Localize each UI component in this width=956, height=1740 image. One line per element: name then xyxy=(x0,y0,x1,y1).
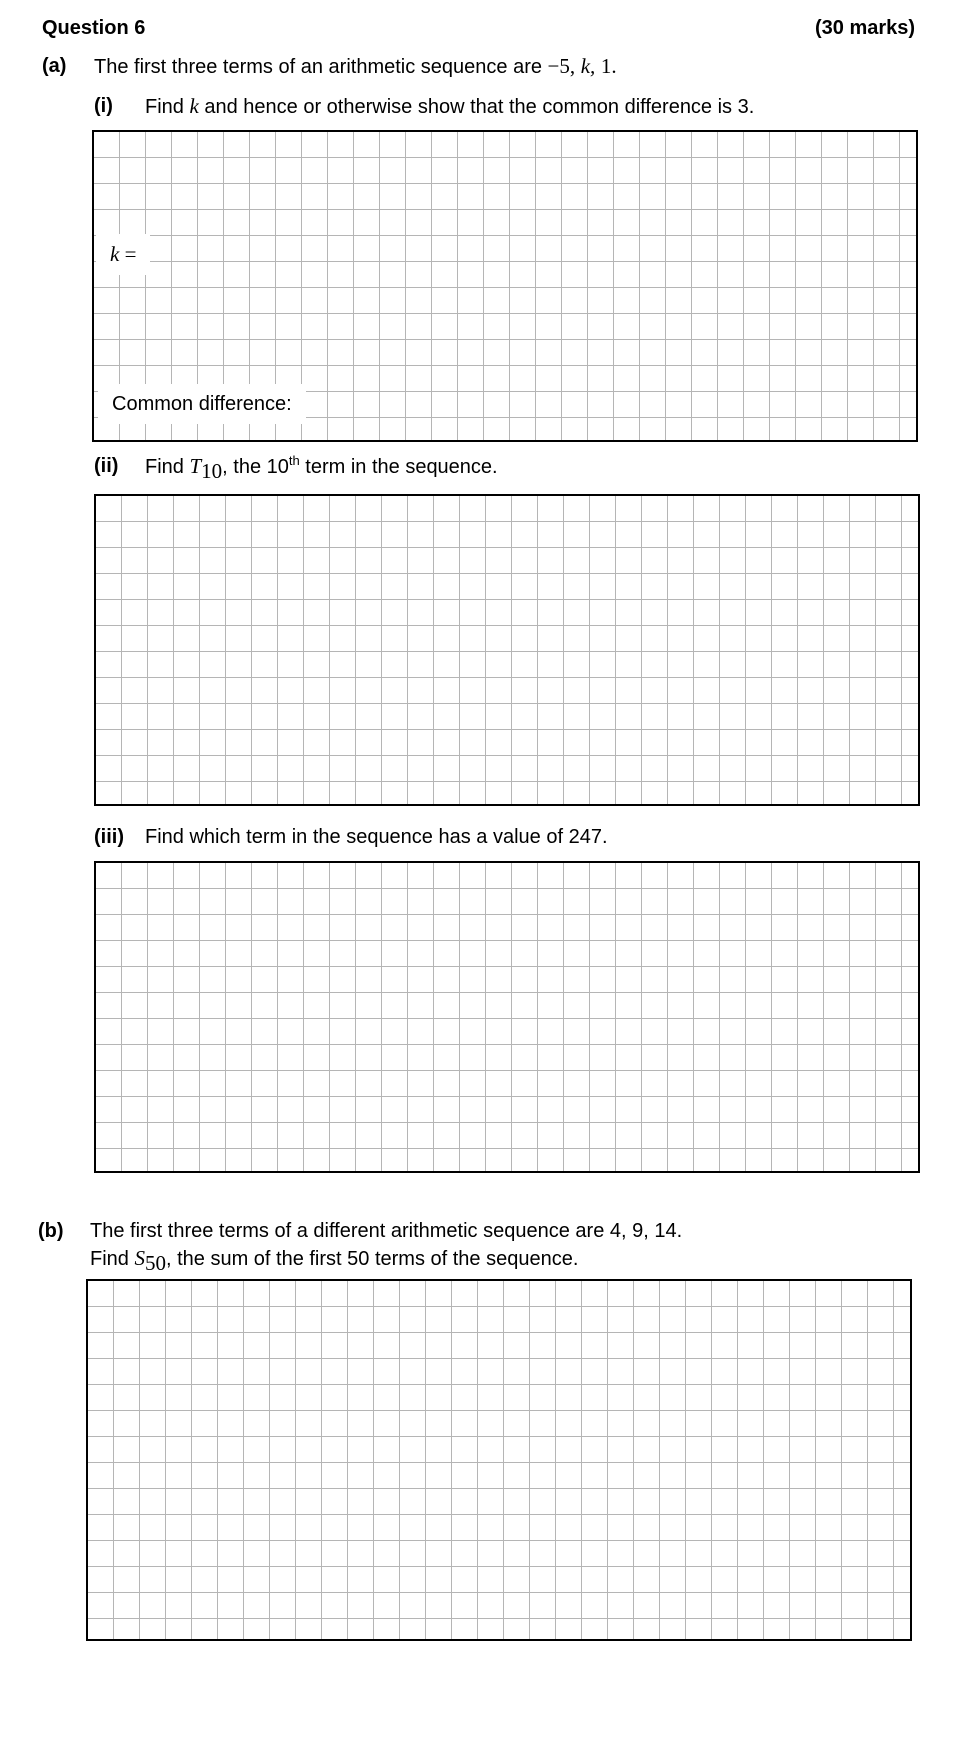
part-a-label: (a) xyxy=(42,55,67,77)
part-b-line-2 xyxy=(90,1246,579,1275)
question-marks: (30 marks) xyxy=(815,17,916,39)
term-3: 1. xyxy=(600,54,617,78)
part-a-iii-question: Find which term in the sequence has a value of 247. xyxy=(145,826,608,848)
part-a-iii-label: (iii) xyxy=(94,826,124,848)
k-equals-sign: = xyxy=(119,242,137,266)
k-equals-label xyxy=(96,234,150,275)
part-b-line-2-prefix: Find xyxy=(90,1248,135,1270)
part-a-i-label: (i) xyxy=(94,95,113,117)
common-difference-label: Common difference: xyxy=(98,384,306,424)
part-a-ii-text-suffix: term in the sequence. xyxy=(299,456,498,478)
part-a-intro-text: The first three terms of an arithmetic sequence are xyxy=(94,56,548,78)
answer-box-a-iii[interactable] xyxy=(94,861,920,1173)
part-a-i-question xyxy=(145,94,754,119)
part-a-ii-text-mid: , the 10 xyxy=(222,456,289,478)
var-k: k xyxy=(189,94,199,118)
var-S: S xyxy=(134,1246,145,1270)
answer-box-b[interactable] xyxy=(86,1279,912,1641)
part-a-ii-question xyxy=(145,453,498,483)
part-a-i-text-suffix: and hence or otherwise show that the common difference is 3. xyxy=(198,96,755,118)
part-b-line-1: The first three terms of a different arithmetic sequence are 4, 9, 14. xyxy=(90,1220,683,1242)
part-a-ii-text-prefix: Find xyxy=(145,456,190,478)
part-b-line-2-suffix: , the sum of the first 50 terms of the sequence. xyxy=(165,1248,579,1270)
answer-box-a-ii[interactable] xyxy=(94,494,920,806)
part-a-intro xyxy=(94,54,617,79)
var-T: T xyxy=(189,454,202,478)
part-a-ii-label: (ii) xyxy=(94,455,119,477)
k-var: k xyxy=(110,242,120,266)
part-a-i-text-prefix: Find xyxy=(145,96,190,118)
S-subscript: 50 xyxy=(144,1251,166,1275)
term-2: k, xyxy=(580,54,596,78)
question-title: Question 6 xyxy=(42,17,146,39)
T-subscript: 10 xyxy=(201,459,223,483)
part-b-label: (b) xyxy=(38,1220,64,1242)
term-1: −5, xyxy=(547,54,576,78)
th-superscript: th xyxy=(288,453,300,468)
